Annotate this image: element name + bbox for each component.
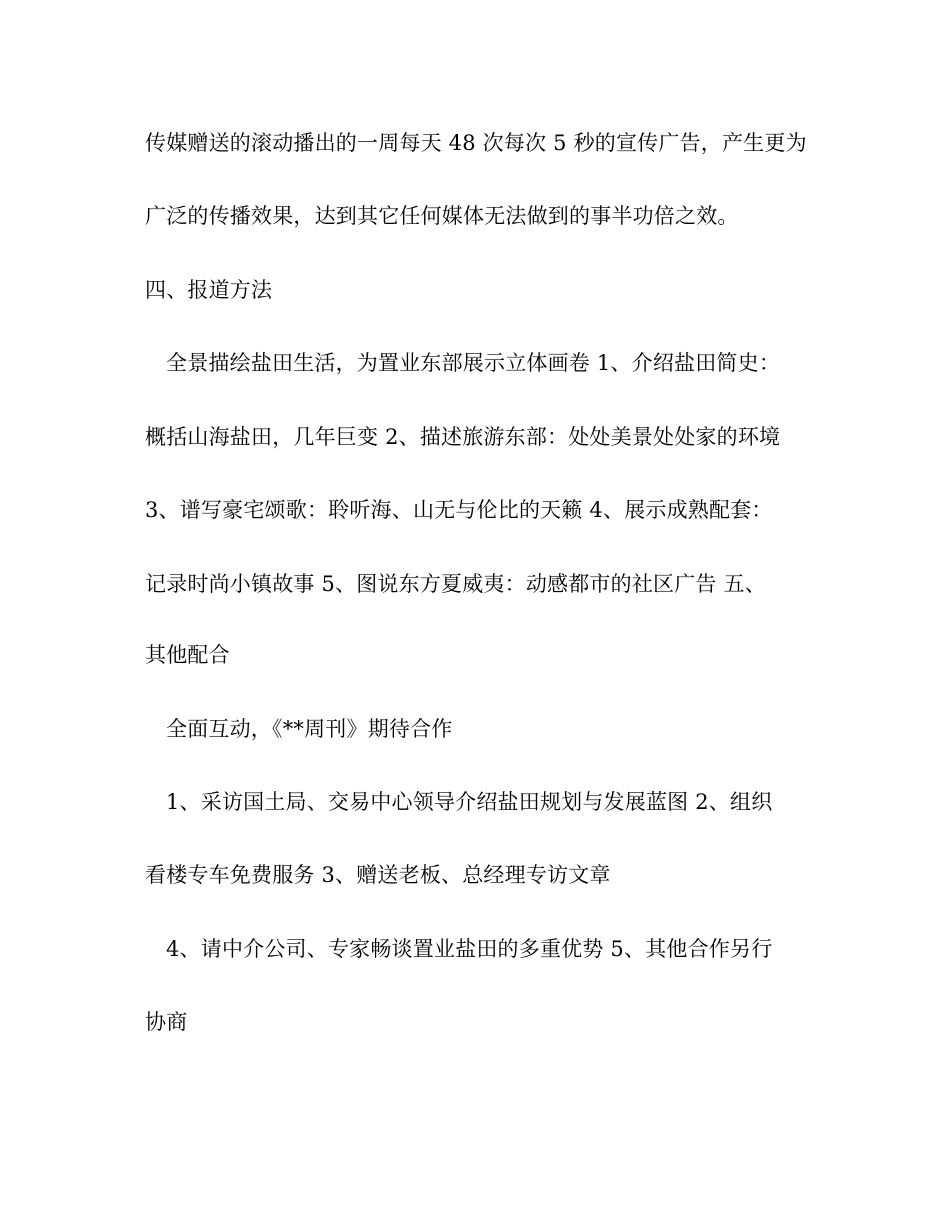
paragraph-line: 3、谱写豪宅颂歌：聆听海、山无与伦比的天籁 4、展示成熟配套： (145, 498, 773, 522)
paragraph-line: 协商 (145, 1010, 188, 1034)
paragraph-line: 4、请中介公司、专家畅谈置业盐田的多重优势 5、其他合作另行 (166, 937, 773, 961)
paragraph-line: 全面互动，《**周刊》期待合作 (166, 717, 453, 741)
paragraph-line: 概括山海盐田，几年巨变 2、描述旅游东部：处处美景处处家的环境 (145, 425, 781, 449)
paragraph-line: 传媒赠送的滚动播出的一周每天 48 次每次 5 秒的宣传广告，产生更为 (145, 131, 807, 155)
paragraph-line: 其他配合 (145, 643, 230, 667)
section-heading: 四、报道方法 (145, 278, 273, 302)
paragraph-line: 全景描绘盐田生活，为置业东部展示立体画卷 1、介绍盐田简史： (166, 351, 781, 375)
paragraph-line: 1、采访国土局、交易中心领导介绍盐田规划与发展蓝图 2、组织 (166, 790, 773, 814)
paragraph-line: 看楼专车免费服务 3、赠送老板、总经理专访文章 (145, 863, 611, 887)
paragraph-line: 记录时尚小镇故事 5、图说东方夏威夷：动感都市的社区广告 五、 (145, 572, 766, 596)
paragraph-line: 广泛的传播效果，达到其它任何媒体无法做到的事半功倍之效。 (145, 204, 739, 228)
